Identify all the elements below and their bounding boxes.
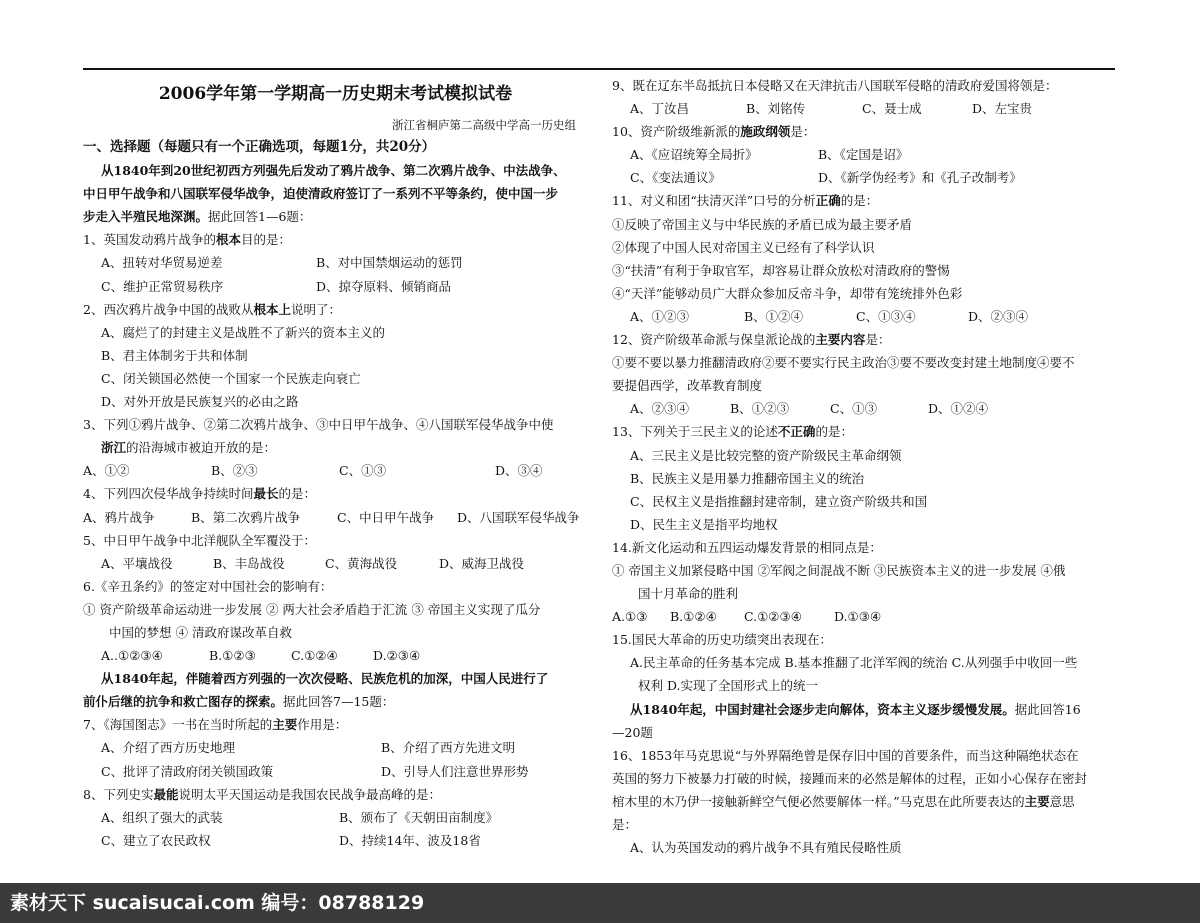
q2-option-c: C、闭关锁国必然使一个国家一个民族走向衰亡 — [101, 370, 361, 386]
q12-statements-line2: 要提倡西学，改革教育制度 — [612, 378, 763, 394]
q10-option-b: B、《定国是诏》 — [818, 147, 909, 163]
q12-option-d: D、①②④ — [928, 401, 989, 417]
question-9: 9、既在辽东半岛抵抗日本侵略又在天津抗击八国联军侵略的清政府爱国将领是： — [612, 78, 1058, 93]
q1-emphasis: 根本 — [215, 232, 241, 248]
q4-option-c: C、中日甲午战争 — [337, 509, 435, 525]
intro3-tail: 据此回答16 — [1014, 701, 1081, 717]
q1-option-c: C、维护正常贸易秩序 — [101, 278, 224, 294]
q10-options-row2 — [612, 166, 1117, 189]
q14-statements-line1: ① 帝国主义加紧侵略中国 ②军阀之间混战不断 ③民族资本主义的进一步发展 ④俄 — [612, 562, 1066, 578]
q14-options — [612, 605, 1117, 628]
q13-option-c: C、民权主义是指推翻封建帝制，建立资产阶级共和国 — [630, 493, 928, 509]
q10-option-a: A、《应诏统筹全局折》 — [630, 147, 758, 163]
q8-pre: 8、下列史实 — [83, 786, 154, 802]
q3-line2: 的沿海城市被迫开放的是： — [126, 440, 277, 456]
q6-statements-line1: ① 资产阶级革命运动进一步发展 ② 两大社会矛盾趋于汇流 ③ 帝国主义实现了瓜分 — [83, 601, 541, 617]
q4-option-a: A、鸦片战争 — [83, 509, 155, 525]
q11-option-c: C、①③④ — [856, 308, 916, 324]
intro2-line: 从1840年起，伴随着西方列强的一次次侵略、民族危机的加深，中国人民进行了 — [101, 671, 549, 687]
q12-statements-line1: ①要不要以暴力推翻清政府②要不要实行民主政治③要不要改变封建土地制度④要不 — [612, 355, 1075, 371]
q4-option-d: D、八国联军侵华战争 — [457, 509, 580, 525]
q16-line2: 英国的努力下被暴力打破的时候，接踵而来的必然是解体的过程，正如小心保存在密封 — [612, 770, 1088, 786]
q8-option-c: C、建立了农民政权 — [101, 832, 211, 848]
q11-pre: 11、对义和团“扶清灭洋”口号的分析 — [612, 193, 816, 209]
q8-post: 说明太平天国运动是我国农民战争最高峰的是： — [178, 786, 441, 802]
q8-options-row1 — [83, 806, 588, 829]
q8-option-d: D、持续14年、波及18省 — [339, 832, 481, 848]
question-13 — [612, 420, 1117, 443]
q8-options-row2 — [83, 829, 588, 852]
q5-option-a: A、平壤战役 — [101, 555, 173, 571]
q3-options — [83, 459, 588, 482]
q2-option-a: A、腐烂了的封建主义是战胜不了新兴的资本主义的 — [101, 324, 386, 340]
q14-option-c: C.①②③④ — [744, 609, 802, 625]
q7-pre: 7、《海国图志》一书在当时所起的 — [83, 717, 273, 733]
question-15: 15.国民大革命的历史功绩突出表现在： — [612, 632, 832, 648]
q8-emphasis: 最能 — [153, 786, 179, 802]
q11-options — [612, 305, 1117, 328]
q14-option-a: A.①③ — [612, 609, 648, 625]
q16-option-a: A、认为英国发动的鸦片战争不具有殖民侵略性质 — [630, 840, 902, 856]
q7-option-b: B、介绍了西方先进文明 — [381, 740, 516, 756]
question-10 — [612, 120, 1117, 143]
intro2-line — [83, 690, 588, 713]
q7-option-a: A、介绍了西方历史地理 — [101, 740, 236, 756]
q10-pre: 10、资产阶级维新派的 — [612, 124, 741, 140]
q6-option-c: C.①②④ — [291, 648, 338, 664]
q11-statement-4: ④“天洋”能够动员广大群众参加反帝斗争，却带有笼统排外色彩 — [612, 285, 963, 301]
q1-option-d: D、掠夺原料、倾销商品 — [316, 278, 452, 294]
q12-post: 是： — [865, 332, 891, 348]
q11-statement-1: ①反映了帝国主义与中华民族的矛盾已成为最主要矛盾 — [612, 216, 913, 232]
q9-option-c: C、聂士成 — [862, 101, 922, 117]
q4-pre: 4、下列四次侵华战争持续时间 — [83, 486, 254, 502]
q11-post: 的是： — [840, 193, 879, 209]
q10-emphasis: 施政纲领 — [740, 124, 791, 140]
q16-line3-tail: 意思 — [1049, 793, 1075, 809]
q9-option-b: B、刘铭传 — [746, 101, 806, 117]
q8-option-b: B、颁布了《天朝田亩制度》 — [339, 809, 499, 825]
question-1 — [83, 228, 588, 251]
intro1-line: 中日甲午战争和八国联军侵华战争，迫使清政府签订了一系列不平等条约，使中国一步 — [83, 186, 559, 202]
question-11 — [612, 189, 1117, 212]
q15-options-line1: A.民主革命的任务基本完成 B.基本推翻了北洋军阀的统治 C.从列强手中收回一些 — [630, 655, 1078, 671]
q14-statements-line2: 国十月革命的胜利 — [638, 586, 739, 602]
q7-options-row2 — [83, 760, 588, 783]
q16-line4: 是： — [612, 817, 638, 832]
q10-option-d: D、《新学伪经考》和《孔子改制考》 — [818, 170, 1022, 186]
q5-option-d: D、威海卫战役 — [439, 555, 525, 571]
intro1-line — [83, 205, 588, 228]
question-6: 6.《辛丑条约》的签定对中国社会的影响有： — [83, 578, 333, 594]
q3-option-c: C、①③ — [339, 463, 387, 479]
q11-option-a: A、①②③ — [630, 308, 690, 324]
q3-option-b: B、②③ — [211, 463, 258, 479]
q1-pre: 1、英国发动鸦片战争的 — [83, 232, 216, 248]
q14-option-d: D.①③④ — [834, 609, 882, 625]
q8-option-a: A、组织了强大的武装 — [101, 809, 223, 825]
q12-options — [612, 397, 1117, 420]
q12-pre: 12、资产阶级革命派与保皇派论战的 — [612, 332, 816, 348]
q6-option-d: D.②③④ — [373, 648, 421, 664]
q2-option-b: B、君主体制劣于共和体制 — [101, 347, 248, 363]
question-8 — [83, 783, 588, 806]
q6-option-a: A..①②③④ — [101, 648, 163, 664]
q13-post: 的是： — [815, 424, 853, 440]
q9-options — [612, 97, 1117, 120]
q6-statements-line2: 中国的梦想 ④ 清政府谋改革自救 — [109, 624, 292, 640]
q4-emphasis: 最长 — [253, 486, 279, 502]
q16-line3 — [612, 790, 1117, 813]
q7-post: 作用是： — [297, 717, 348, 733]
intro3-tail2: —20题 — [612, 724, 653, 740]
q12-option-b: B、①②③ — [730, 401, 790, 417]
q14-option-b: B.①②④ — [670, 609, 717, 625]
q10-option-c: C、《变法通议》 — [630, 170, 721, 186]
top-rule — [83, 68, 1115, 70]
q2-option-d: D、对外开放是民族复兴的必由之路 — [101, 394, 299, 410]
q2-pre: 2、西次鸦片战争中国的战败从 — [83, 301, 254, 317]
q5-options — [83, 552, 588, 575]
q11-statement-2: ②体现了中国人民对帝国主义已经有了科学认识 — [612, 239, 875, 255]
q13-emphasis: 不正确 — [777, 424, 816, 440]
exam-title: 2006学年第一学期高一历史期末考试模拟试卷 — [158, 84, 513, 104]
question-3: 3、下列①鸦片战争、②第二次鸦片战争、③中日甲午战争、④八国联军侵华战争中使 — [83, 417, 554, 433]
q3-option-d: D、③④ — [495, 463, 543, 479]
q5-option-c: C、黄海战役 — [325, 555, 398, 571]
q12-option-c: C、①③ — [830, 401, 878, 417]
q13-option-b: B、民族主义是用暴力推翻帝国主义的统治 — [630, 470, 865, 486]
question-5: 5、中日甲午战争中北洋舰队全军覆没于： — [83, 532, 316, 548]
exam-author: 浙江省桐庐第二高级中学高一历史组 — [392, 118, 576, 132]
watermark-footer: 素材天下 sucaisucai.com 编号：08788129 — [0, 883, 1200, 923]
intro1-line: 从1840年到20世纪初西方列强先后发动了鸦片战争、第二次鸦片战争、中法战争、 — [101, 163, 566, 179]
q1-option-b: B、对中国禁烟运动的惩罚 — [316, 255, 463, 271]
q7-emphasis: 主要 — [272, 717, 298, 733]
intro3-text: 从1840年起，中国封建社会逐步走向解体，资本主义逐步缓慢发展。 — [630, 701, 1015, 717]
question-7 — [83, 713, 588, 736]
q3-emphasis: 浙江 — [101, 440, 127, 456]
q1-option-a: A、扭转对华贸易逆差 — [101, 255, 223, 271]
q11-emphasis: 正确 — [815, 193, 841, 209]
left-column — [83, 74, 588, 852]
q11-statement-3: ③“扶清”有利于争取官军，却容易让群众放松对清政府的警惕 — [612, 262, 950, 278]
q13-option-a: A、三民主义是比较完整的资产阶级民主革命纲领 — [630, 447, 902, 463]
question-12 — [612, 328, 1117, 351]
q2-post: 说明了： — [290, 301, 341, 317]
question-14: 14.新文化运动和五四运动爆发背景的相同点是： — [612, 539, 882, 555]
q10-options-row1 — [612, 143, 1117, 166]
q1-post: 目的是： — [240, 232, 291, 248]
q16-line1: 16、1853年马克思说“与外界隔绝曾是保存旧中国的首要条件，而当这种隔绝状态在 — [612, 747, 1079, 763]
q11-option-b: B、①②④ — [744, 308, 804, 324]
q7-option-c: C、批评了清政府闭关锁国政策 — [101, 763, 274, 779]
q4-option-b: B、第二次鸦片战争 — [191, 509, 301, 525]
q16-line3-text: 棺木里的木乃伊一接触新鲜空气便必然要解体一样。”马克思在此所要表达的 — [612, 793, 1025, 809]
intro2-tail: 据此回答7—15题： — [283, 694, 395, 710]
q1-options-row2 — [83, 275, 588, 298]
q2-emphasis: 根本上 — [253, 301, 291, 317]
intro1-tail: 据此回答1—6题： — [208, 209, 312, 225]
q4-post: 的是： — [278, 486, 316, 502]
q4-options — [83, 506, 588, 529]
q6-option-b: B.①②③ — [209, 648, 256, 664]
q3-option-a: A、①② — [83, 463, 130, 479]
question-3-cont — [83, 436, 588, 459]
q7-options-row1 — [83, 736, 588, 759]
q10-post: 是： — [790, 124, 816, 140]
q9-option-a: A、丁汝昌 — [630, 101, 690, 117]
q1-options-row1 — [83, 251, 588, 274]
intro1-text: 步走入半殖民地深渊。 — [83, 209, 209, 225]
q5-option-b: B、丰岛战役 — [213, 555, 285, 571]
q6-options — [83, 644, 588, 667]
q13-pre: 13、下列关于三民主义的论述 — [612, 424, 778, 440]
q7-option-d: D、引导人们注意世界形势 — [381, 763, 529, 779]
q12-option-a: A、②③④ — [630, 401, 690, 417]
q13-option-d: D、民生主义是指平均地权 — [630, 516, 778, 532]
q11-option-d: D、②③④ — [968, 308, 1029, 324]
q9-option-d: D、左宝贵 — [972, 101, 1033, 117]
question-2 — [83, 298, 588, 321]
q16-emphasis: 主要 — [1024, 793, 1050, 809]
question-4 — [83, 482, 588, 505]
intro2-text: 前仆后继的抗争和救亡图存的探索。 — [83, 694, 284, 710]
q12-emphasis: 主要内容 — [815, 332, 866, 348]
section-heading: 一、选择题（每题只有一个正确选项，每题1分，共20分） — [83, 139, 436, 155]
intro3-line — [612, 698, 1117, 721]
right-column — [612, 74, 1117, 859]
q15-options-line2: 权利 D.实现了全国形式上的统一 — [638, 678, 819, 694]
